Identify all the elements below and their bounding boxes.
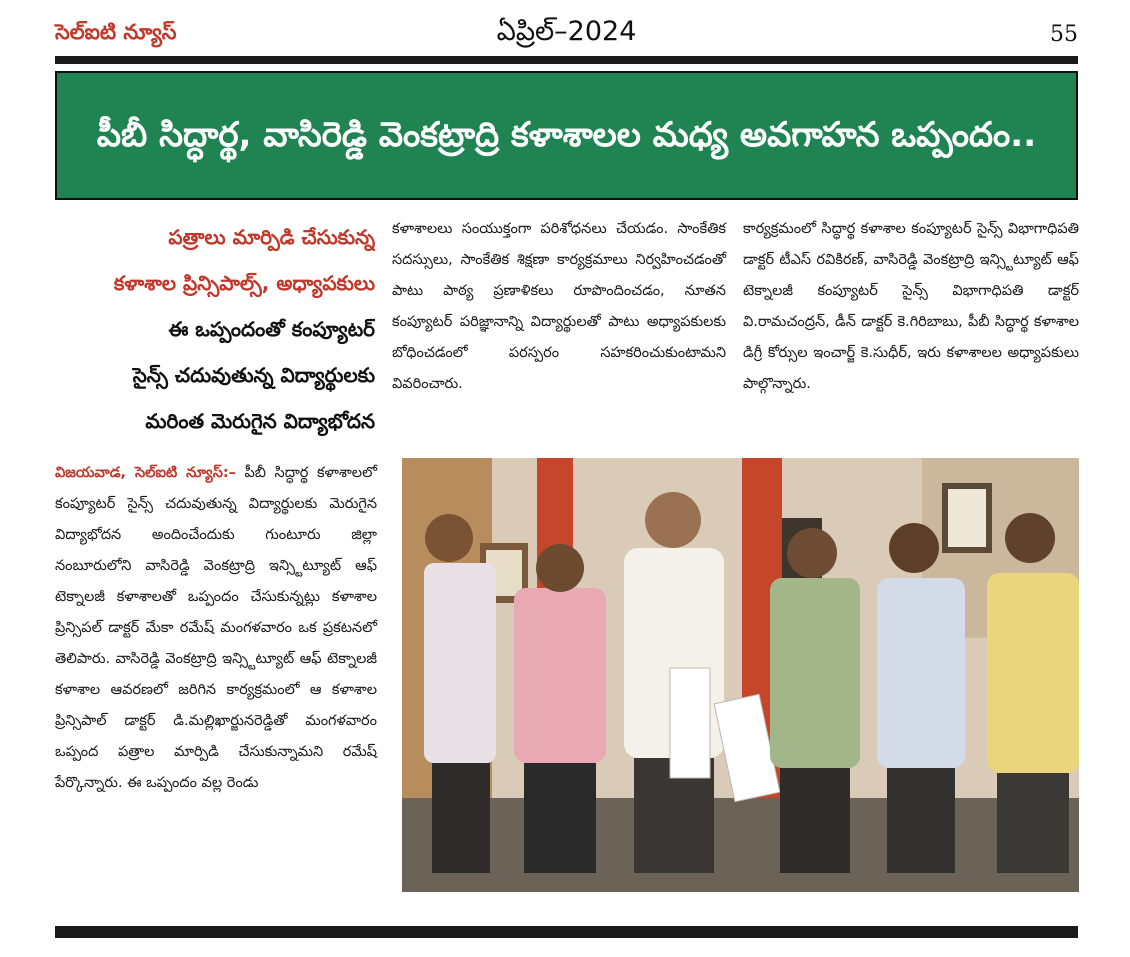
page-header — [55, 14, 1078, 50]
headline-banner — [55, 71, 1078, 200]
sub-heading-line: సైన్స్ చదువుతున్న విద్యార్థులకు — [132, 363, 375, 387]
group-photo — [402, 458, 1079, 892]
sub-heading-line: మరింత మెరుగైన విద్యాభోదన — [145, 409, 375, 433]
issue-date: ఏప్రిల్–2024 — [496, 16, 637, 47]
sub-heading — [55, 214, 375, 444]
article-column-3 — [743, 214, 1079, 400]
group-photo-illustration — [402, 458, 1079, 892]
sub-heading-line: కళాశాల ప్రిన్సిపాల్స్, అధ్యాపకులు — [113, 271, 375, 295]
dateline: విజయవాడ, సెల్ఐటి న్యూస్:– — [55, 465, 236, 481]
article-text: పీబీ సిద్ధార్థ కళాశాలలో కంప్యూటర్ సైన్స్ చదువుతున్న విద్యార్థులకు మెరుగైన విద్యాభోదన అందించేందుకు గుంటూరు జిల్లా నంబూరులోని వాసిరెడ్డి వెంకట్రాద్రి ఇన్స్టిట్యూట్ ఆఫ్ టెక్నాలజీ కళాశాలతో ఒప్పందం చేసుకున్నట్లు కళాశాల ప్రిన్సిపల్ డాక్టర్ మేకా రమేష్ మంగళవారం ఒక ప్రకటనలో తెలిపారు. వాసిరెడ్డి వెంకట్రాద్రి ఇన్స్టిట్యూట్ ఆఫ్ టెక్నాలజీ కళాశాల ఆవరణలో జరిగిన కార్యక్రమంలో ఆ కళాశాల ప్రిన్సిపాల్ డాక్టర్ డి.మల్లిఖార్జునరెడ్డితో మంగళవారం ఒప్పంద పత్రాల మార్పిడి చేసుకున్నామని రమేష్ పేర్కొన్నారు. ఈ ఒప్పందం వల్ల రెండు — [55, 465, 377, 791]
page-number: 55 — [1050, 22, 1078, 47]
brand-name: సెల్ఐటి న్యూస్ — [55, 20, 177, 44]
article-text: కళాశాలలు సంయుక్తంగా పరిశోధనలు చేయడం. సాంకేతిక సదస్సులు, సాంకేతిక శిక్షణా కార్యక్రమాలు నిర్వహించడంతో పాటు పాఠ్య ప్రణాళికలు రూపొందించడం, నూతన కంప్యూటర్ పరిజ్ఞానాన్ని విద్యార్థులతో పాటు అధ్యాపకులకు బోధించడంలో పరస్పరం సహకరించుకుంటామని వివరించారు. — [392, 221, 726, 392]
headline: పీబీ సిద్ధార్థ, వాసిరెడ్డి వెంకట్రాద్రి కళాశాలల మధ్య అవగాహన ఒప్పందం.. — [96, 115, 1037, 156]
bottom-rule — [55, 926, 1078, 938]
article-column-2 — [392, 214, 726, 400]
article-text: కార్యక్రమంలో సిద్ధార్థ కళాశాల కంప్యూటర్ సైన్స్ విభాగాధిపతి డాక్టర్ టీఎస్ రవికిరణ్, వాసిరెడ్డి వెంకట్రాద్రి ఇన్స్టిట్యూట్ ఆఫ్ టెక్నాలజీ కంప్యూటర్ సైన్స్ విభాగాధిపతి డాక్టర్ వి.రామచంద్రన్, డీన్ డాక్టర్ కె.గిరిబాబు, పీబీ సిద్ధార్థ కళాశాల డిగ్రీ కోర్సుల ఇంచార్జ్ కె.సుధీర్, ఇరు కళాశాలల అధ్యాపకులు పాల్గొన్నారు. — [743, 221, 1079, 392]
top-rule — [55, 56, 1078, 64]
article-column-1 — [55, 458, 377, 799]
sub-heading-line: ఈ ఒప్పందంతో కంప్యూటర్ — [168, 317, 375, 341]
sub-heading-line: పత్రాలు మార్పిడి చేసుకున్న — [168, 225, 375, 249]
